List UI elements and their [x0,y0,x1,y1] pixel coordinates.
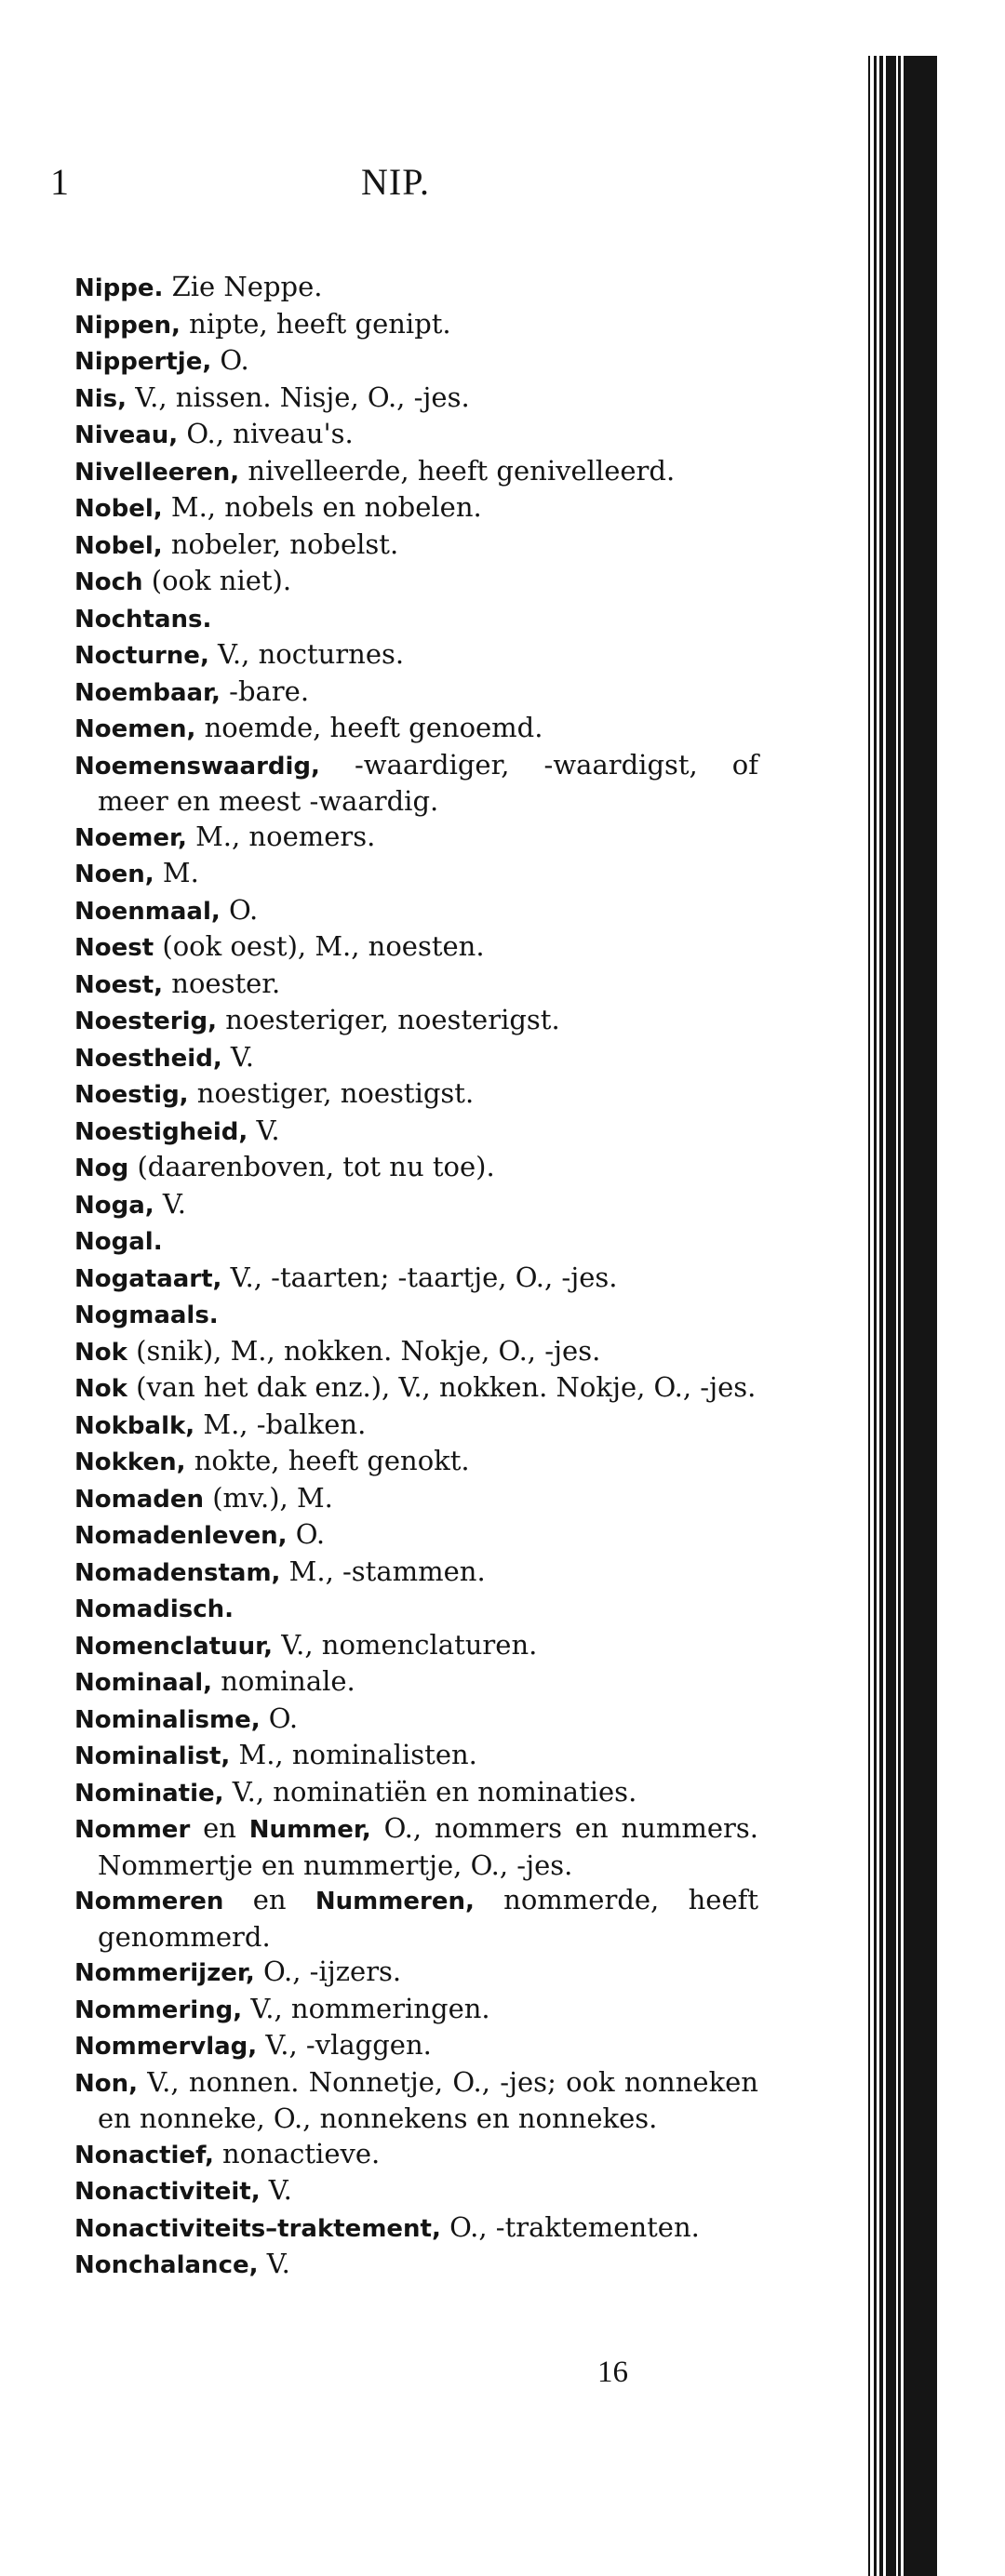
entry-headword: Nomadenstam, [74,1558,281,1587]
entry-definition: M., nominalisten. [230,1739,477,1770]
entry-definition: noesteriger, noesterigst. [217,1004,560,1035]
book-spine-edge [861,56,954,2576]
entry-definition: V., nominatiën en nominaties. [223,1775,637,1808]
entry-definition: V., nissen. Nisje, O., -jes. [127,380,470,413]
dictionary-entry [74,967,758,1004]
entry-headword: Nominalisme, [74,1705,261,1734]
dictionary-entry [74,1517,758,1555]
entry-definition: nonactieve. [213,2137,381,2169]
dictionary-entry [74,417,758,454]
entry-definition: V. [258,2248,290,2279]
dictionary-entry [74,564,758,601]
entry-definition: (snik), M., nokken. Nokje, O., -jes. [127,1334,601,1367]
dictionary-entry [74,454,758,491]
entry-headword: Nogataart, [74,1264,222,1293]
entry-definition: O. [287,1518,326,1550]
entry-headword: Nomadenleven, [74,1522,288,1550]
dictionary-entry [74,1150,758,1187]
dictionary-entry [74,1775,758,1812]
entry-headword: Non, [74,2069,139,2098]
dictionary-entry [74,1040,758,1077]
dictionary-entry [74,1628,758,1665]
dictionary-entry [74,1370,758,1408]
dictionary-entry [74,1811,758,1883]
entry-headword: Nonchalance, [74,2251,259,2279]
entry-definition: M., -balken. [194,1408,367,1440]
entry-definition: O. [220,893,259,926]
entry-definition: nipte, heeft genipt. [180,307,451,340]
entry-headword: Nommeren [74,1888,224,1915]
entry-headword: Nippertje, [74,348,212,376]
dictionary-entry [74,527,758,565]
dictionary-entry [74,1591,758,1628]
dictionary-entry [74,711,758,748]
entry-headword: Noemenswaardig, [74,752,320,781]
dictionary-entry [74,1334,758,1371]
dictionary-entry [74,1955,758,1992]
dictionary-entry [74,1444,758,1481]
entry-headword: Nippen, [74,311,181,340]
dictionary-entry [74,1114,758,1151]
entry-definition: V., nonnen. Nonnetje, O., -jes; ook nonneken en nonneke, O., nonnekens en nonnekes. [98,2065,758,2134]
entry-headword: Noen, [74,861,154,888]
entry-headword: Nominatie, [74,1779,224,1808]
entry-definition: O., -traktementen. [440,2210,700,2243]
entry-headword: Nivelleeren, [74,458,240,487]
dictionary-entry [74,1992,758,2029]
page-number: 16 [597,2356,628,2389]
entry-definition: (ook niet). [142,565,292,596]
entry-headword: Noestheid, [74,1044,222,1073]
entry-headword: Niveau, [74,421,179,449]
dictionary-entry [74,1187,758,1224]
dictionary-entry [74,601,758,638]
entry-headword: Noest [74,934,154,962]
entry-headword-variant: Nummer, [248,1816,371,1844]
entry-definition: (daarenboven, tot nu toe). [128,1151,495,1182]
entry-definition: (van het dak enz.), V., nokken. Nokje, O., -jes. [127,1371,757,1403]
entry-headword: Nomenclatuur, [74,1632,274,1661]
entry-headword-variant: Nummeren, [315,1888,475,1915]
entry-definition: -bare. [220,674,310,707]
dictionary-entry [74,380,758,418]
entry-definition: V. [260,2174,292,2206]
entry-definition: Zie Neppe. [163,271,323,302]
dictionary-entry [74,637,758,674]
entry-headword: Noest, [74,970,164,999]
entry-headword: Noga, [74,1191,154,1220]
dictionary-entry [74,270,758,307]
entry-headword: Nokken, [74,1448,186,1476]
entry-definition: nommerde, heeft genommerd. [98,1884,758,1953]
entry-definition: O., niveau's. [178,418,354,449]
dictionary-entry [74,1408,758,1445]
dictionary-entry [74,1664,758,1702]
entry-headword: Noch [74,568,143,596]
dictionary-entry [74,2028,758,2065]
entry-headword: Nomaden [74,1485,205,1514]
entry-headword: Nogal. [74,1228,163,1256]
entry-headword: Nommer [74,1816,191,1844]
dictionary-entry [74,343,758,380]
dictionary-entries [74,270,758,2284]
entry-headword: Nok [74,1375,127,1403]
entry-headword: Nochtans. [74,605,212,634]
dictionary-entry [74,2210,758,2248]
entry-definition: noester. [163,967,281,999]
entry-definition: V., nocturnes. [208,638,405,670]
dictionary-entry [74,307,758,344]
entry-headword: Noemen, [74,715,196,743]
dictionary-entry [74,1076,758,1114]
entry-definition: noestiger, noestigst. [188,1077,475,1109]
entry-headword: Nokbalk, [74,1411,195,1440]
entry-definition: (mv.), M. [204,1481,333,1514]
entry-headword: Noemer, [74,823,187,852]
dictionary-entry [74,2137,758,2174]
dictionary-entry [74,1883,758,1955]
entry-headword: Nis, [74,384,127,413]
dictionary-entry [74,1702,758,1739]
entry-headword: Nonactiviteit, [74,2178,261,2206]
page-title: NIP. [361,161,431,203]
entry-definition: -waardiger, -waardigst, of meer en meest -waardig. [98,748,758,817]
entry-headword: Nok [74,1338,127,1367]
entry-definition: (ook oest), M., noesten. [154,930,485,962]
entry-definition: V., nomenclaturen. [273,1628,538,1661]
entry-definition: V. [221,1040,255,1073]
entry-definition: O. [211,344,249,376]
entry-definition: en [223,1884,315,1915]
entry-definition: V. [154,1187,186,1220]
entry-headword: Noestigheid, [74,1117,248,1146]
entry-headword: Nommerijzer, [74,1959,255,1987]
dictionary-entry [74,1223,758,1261]
entry-headword: Nomadisch. [74,1595,234,1623]
dictionary-entry [74,1738,758,1775]
entry-headword: Nonactief, [74,2141,214,2169]
entry-definition: O., nommers en nummers. Nommertje en nummertje, O., -jes. [98,1812,758,1881]
dictionary-entry [74,1297,758,1334]
entry-definition: V. [248,1114,280,1146]
dictionary-entry [74,1555,758,1592]
dictionary-entry [74,1261,758,1298]
dictionary-entry [74,856,758,893]
dictionary-entry [74,1481,758,1518]
entry-headword: Nominaal, [74,1669,213,1697]
entry-definition: V., -taarten; -taartje, O., -jes. [221,1261,618,1293]
entry-headword: Nippe. [74,274,164,302]
dictionary-entry [74,929,758,967]
entry-definition: noemde, heeft genoemd. [195,712,543,743]
dictionary-entry [74,820,758,857]
dictionary-entry [74,674,758,712]
entry-headword: Nominalist, [74,1742,231,1770]
entry-definition: nokte, heeft genokt. [185,1445,470,1476]
entry-definition: M., nobels en nobelen. [162,491,482,523]
entry-headword: Noesterig, [74,1008,218,1035]
entry-definition: nivelleerde, heeft genivelleerd. [239,454,676,487]
entry-definition: V., -vlaggen. [257,2029,432,2061]
entry-definition: M., -stammen. [280,1555,486,1587]
entry-headword: Noenmaal, [74,897,221,926]
entry-headword: Nog [74,1155,129,1182]
entry-definition: nobeler, nobelst. [162,527,399,560]
dictionary-entry [74,2065,758,2137]
dictionary-entry [74,1003,758,1040]
dictionary-entry [74,748,758,820]
entry-definition: M., noemers. [186,820,376,852]
header-number: 1 [50,161,69,203]
entry-headword: Nobel, [74,495,163,523]
entry-definition: V., nommeringen. [242,1992,490,2024]
entry-headword: Noembaar, [74,678,221,707]
entry-definition: M. [154,857,199,888]
entry-headword: Nommering, [74,1995,243,2024]
entry-definition: O. [260,1702,299,1734]
dictionary-entry [74,893,758,930]
dictionary-entry [74,490,758,527]
dictionary-entry [74,2247,758,2284]
entry-headword: Nommervlag, [74,2033,258,2061]
entry-definition: nominale. [212,1665,355,1697]
dictionary-entry [74,2173,758,2210]
entry-definition: en [190,1812,249,1844]
entry-headword: Nobel, [74,531,163,560]
entry-headword: Nocturne, [74,642,209,670]
entry-headword: Nonactiviteits–traktement, [74,2214,441,2243]
entry-headword: Noestig, [74,1081,189,1109]
entry-headword: Nogmaals. [74,1301,219,1329]
entry-definition: O., -ijzers. [254,1955,402,1987]
